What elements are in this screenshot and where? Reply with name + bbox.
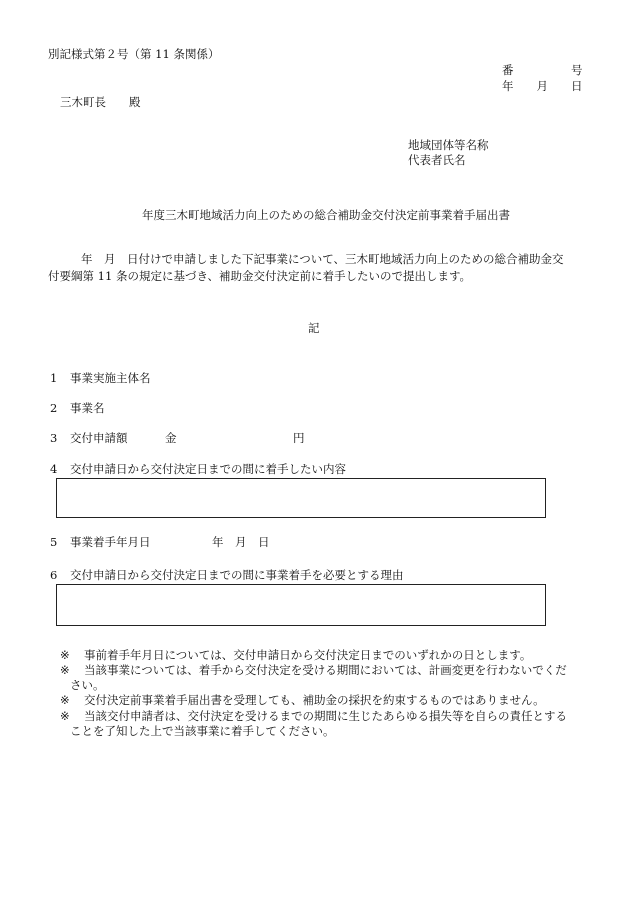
item-number: 6 <box>50 568 58 582</box>
note-4 <box>60 709 567 725</box>
note-1 <box>60 648 531 664</box>
item-label: 事業名 <box>70 401 105 415</box>
document-date: 年 月 日 <box>502 79 583 93</box>
form-label: 別記様式第２号（第 11 条関係） <box>48 47 220 61</box>
note-4-continuation: ことを了知した上で当該事業に着手してください。 <box>70 724 335 738</box>
item-3 <box>50 431 128 447</box>
representative-label: 代表者氏名 <box>408 153 466 167</box>
note-mark: ※ <box>60 648 70 662</box>
note-2 <box>60 663 567 679</box>
item-number: 4 <box>50 462 58 476</box>
document-title: 年度三木町地域活力向上のための総合補助金交付決定前事業着手届出書 <box>142 208 510 222</box>
amount-suffix: 円 <box>293 431 305 445</box>
org-name-label: 地域団体等名称 <box>408 138 489 152</box>
amount-prefix: 金 <box>165 431 177 445</box>
item-2 <box>50 401 105 417</box>
item-6-entry-box[interactable] <box>56 584 546 626</box>
item-4-entry-box[interactable] <box>56 478 546 518</box>
item-6 <box>50 568 404 584</box>
body-line-1: 年 月 日付けで申請しました下記事業について、三木町地域活力向上のための総合補助金交 <box>81 252 564 266</box>
note-text: 当該交付申請者は、交付決定を受けるまでの期間に生じたあらゆる損失等を自らの責任とする <box>84 709 567 723</box>
item-label: 事業着手年月日 <box>70 535 151 549</box>
item-number: 5 <box>50 535 58 549</box>
item-label: 事業実施主体名 <box>70 371 151 385</box>
note-text: 事前着手年月日については、交付申請日から交付決定日までのいずれかの日とします。 <box>84 648 532 662</box>
start-date-fields: 年 月 日 <box>212 535 270 549</box>
ki-heading: 記 <box>308 321 320 335</box>
addressee: 三木町長 殿 <box>60 95 141 109</box>
item-1 <box>50 371 151 387</box>
note-3 <box>60 693 545 709</box>
note-mark: ※ <box>60 709 70 723</box>
item-label: 交付申請日から交付決定日までの間に事業着手を必要とする理由 <box>70 568 404 582</box>
note-mark: ※ <box>60 663 70 677</box>
note-mark: ※ <box>60 693 70 707</box>
note-2-continuation: さい。 <box>70 678 105 692</box>
item-number: 3 <box>50 431 58 445</box>
item-label: 交付申請額 <box>70 431 128 445</box>
item-5 <box>50 535 151 551</box>
body-line-2: 付要綱第 11 条の規定に基づき、補助金交付決定前に着手したいので提出します。 <box>48 269 472 283</box>
item-number: 2 <box>50 401 58 415</box>
note-text: 交付決定前事業着手届出書を受理しても、補助金の採択を約束するものではありません。 <box>84 693 545 707</box>
document-number: 番 号 <box>502 63 583 77</box>
note-text: 当該事業については、着手から交付決定を受ける期間においては、計画変更を行わないでくだ <box>84 663 567 677</box>
item-4 <box>50 462 346 478</box>
item-number: 1 <box>50 371 58 385</box>
item-label: 交付申請日から交付決定日までの間に着手したい内容 <box>70 462 346 476</box>
